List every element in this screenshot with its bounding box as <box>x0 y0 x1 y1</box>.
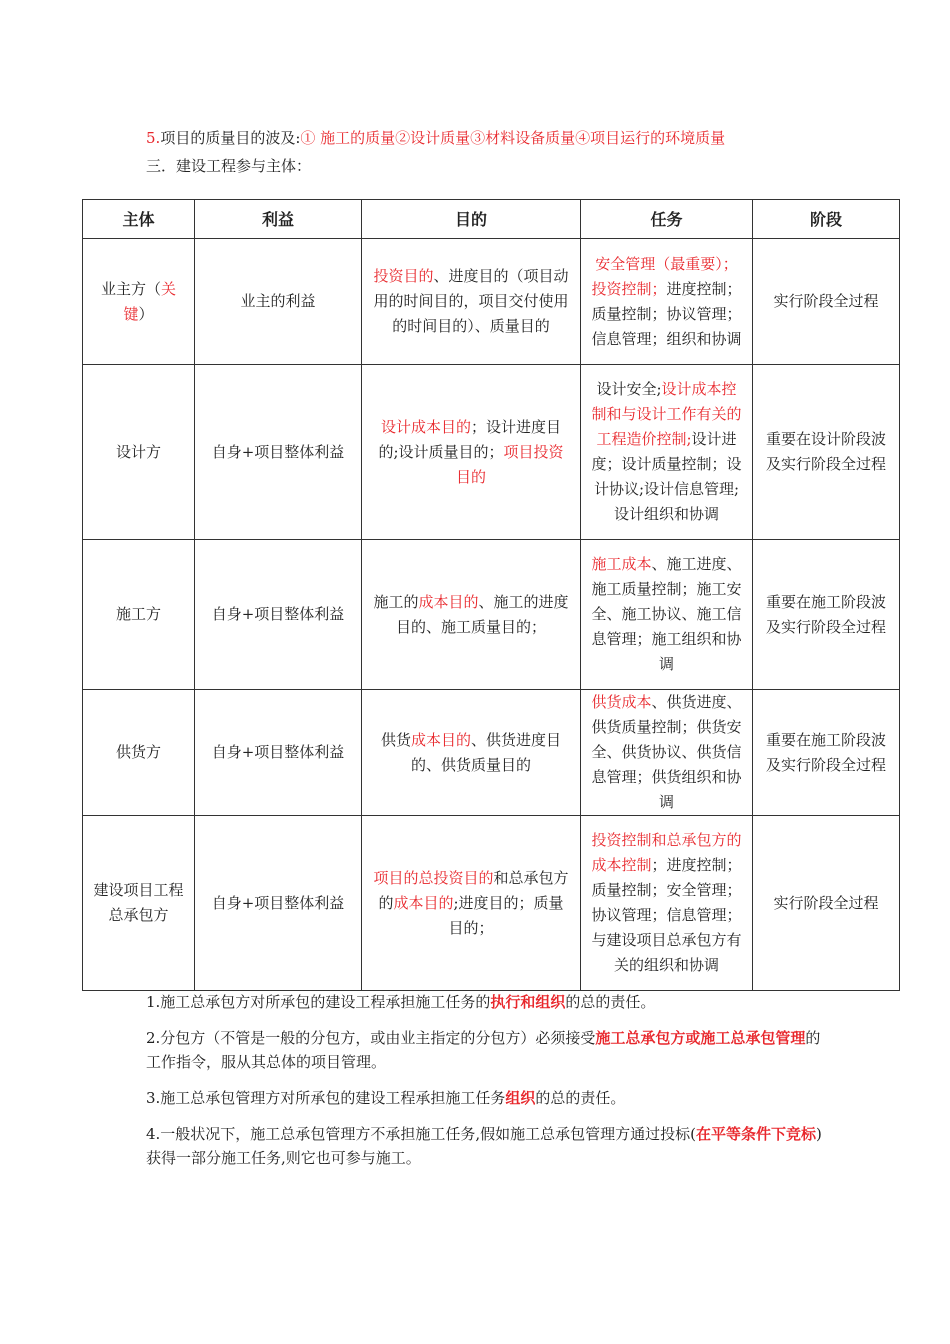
interest-cell: 自身+项目整体利益 <box>195 690 362 816</box>
table-row <box>83 239 900 365</box>
header-task: 任务 <box>581 200 753 239</box>
section-heading: 三．建设工程参与主体： <box>146 157 312 175</box>
interest-cell: 自身+项目整体利益 <box>195 540 362 690</box>
table-row <box>83 816 900 991</box>
item-highlight: ① 施工的质量②设计质量③材料设备质量④项目运行的环境质量 <box>300 129 726 147</box>
stage-cell: 实行阶段全过程 <box>753 816 900 991</box>
subject-cell: 建设项目工程总承包方 <box>83 816 195 991</box>
header-stage: 阶段 <box>753 200 900 239</box>
note-item: 3.施工总承包管理方对所承包的建设工程承担施工任务组织的总的责任。 <box>146 1089 626 1107</box>
interest-cell: 自身+项目整体利益 <box>195 365 362 540</box>
goal-cell: 设计成本目的；设计进度目的;设计质量目的；项目投资目的 <box>362 365 581 540</box>
task-cell: 投资控制和总承包方的成本控制；进度控制；质量控制；安全管理；协议管理；信息管理；与建设项目总承包方有关的组织和协调 <box>581 816 753 991</box>
notes-section <box>146 990 826 1182</box>
goal-cell: 投资目的、进度目的（项目动用的时间目的，项目交付使用的时间目的）、质量目的 <box>362 239 581 365</box>
task-cell: 设计安全;设计成本控制和与设计工作有关的工程造价控制;设计进度；设计质量控制；设计协议;设计信息管理;设计组织和协调 <box>581 365 753 540</box>
interest-cell: 业主的利益 <box>195 239 362 365</box>
task-cell: 施工成本、施工进度、施工质量控制；施工安全、施工协议、施工信息管理；施工组织和协调 <box>581 540 753 690</box>
subject-cell: 业主方（关键） <box>83 239 195 365</box>
subject-cell: 施工方 <box>83 540 195 690</box>
header-goal: 目的 <box>362 200 581 239</box>
quality-goals-line <box>146 127 725 148</box>
note-item: 1.施工总承包方对所承包的建设工程承担施工任务的执行和组织的总的责任。 <box>146 993 656 1011</box>
table-row <box>83 540 900 690</box>
subject-cell: 设计方 <box>83 365 195 540</box>
interest-cell: 自身+项目整体利益 <box>195 816 362 991</box>
stage-cell: 实行阶段全过程 <box>753 239 900 365</box>
goal-cell: 施工的成本目的、施工的进度目的、施工质量目的； <box>362 540 581 690</box>
note-item: 2.分包方（不管是一般的分包方，或由业主指定的分包方）必须接受施工总承包方或施工总承包管理的工作指令，服从其总体的项目管理。 <box>146 1029 821 1071</box>
task-cell: 供货成本、供货进度、供货质量控制；供货安全、供货协议、供货信息管理；供货组织和协调 <box>581 690 753 816</box>
item-number: 5. <box>146 129 161 147</box>
note-item: 4.一般状况下，施工总承包管理方不承担施工任务,假如施工总承包管理方通过投标(在平等条件下竞标)获得一部分施工任务,则它也可参与施工。 <box>146 1125 822 1167</box>
subject-cell: 供货方 <box>83 690 195 816</box>
participants-table <box>82 199 900 991</box>
table-row <box>83 690 900 816</box>
table-row <box>83 365 900 540</box>
stage-cell: 重要在施工阶段波及实行阶段全过程 <box>753 690 900 816</box>
header-subject: 主体 <box>83 200 195 239</box>
header-interest: 利益 <box>195 200 362 239</box>
stage-cell: 重要在施工阶段波及实行阶段全过程 <box>753 540 900 690</box>
table-header-row <box>83 200 900 239</box>
goal-cell: 项目的总投资目的和总承包方的成本目的;进度目的；质量目的； <box>362 816 581 991</box>
task-cell: 安全管理（最重要）；投资控制；进度控制；质量控制；协议管理；信息管理；组织和协调 <box>581 239 753 365</box>
item-text: 项目的质量目的波及: <box>160 129 301 147</box>
stage-cell: 重要在设计阶段波及实行阶段全过程 <box>753 365 900 540</box>
goal-cell: 供货成本目的、供货进度目的、供货质量目的 <box>362 690 581 816</box>
